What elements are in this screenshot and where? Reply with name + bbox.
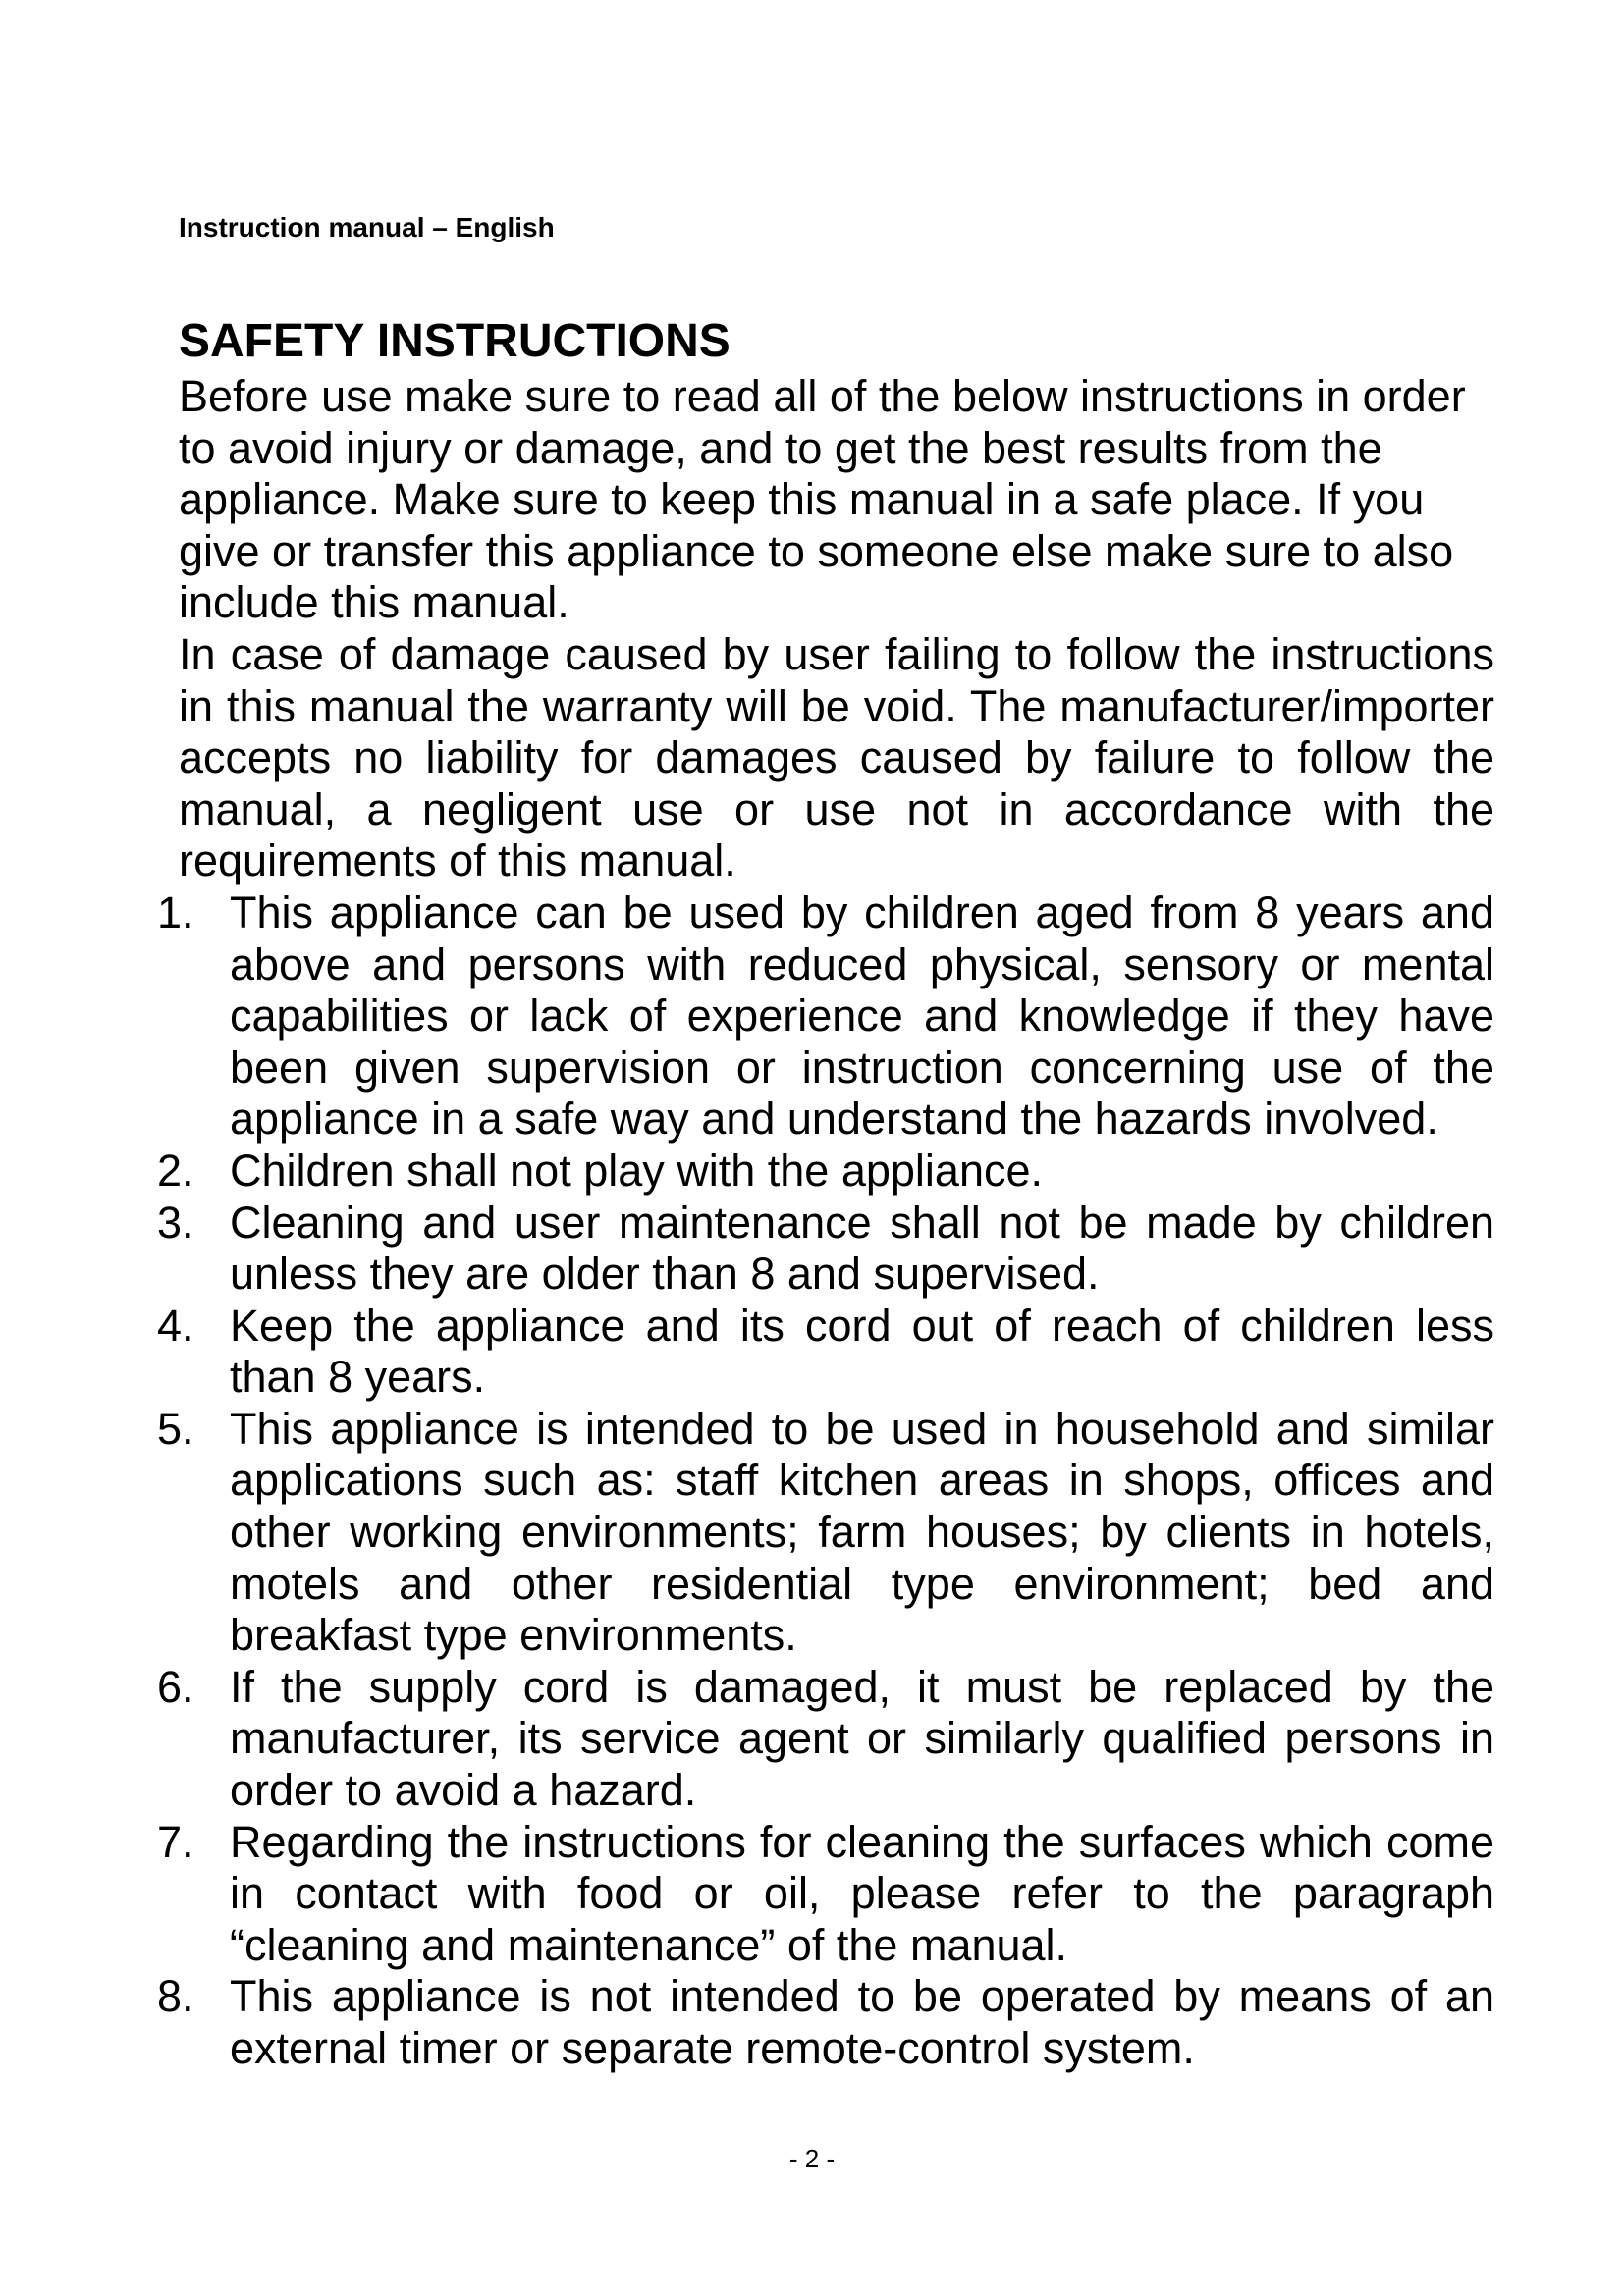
list-item bbox=[157, 1146, 1494, 1198]
list-item-text: Cleaning and user maintenance shall not be made by children unless they are older than 8 and supervised. bbox=[230, 1197, 1494, 1300]
list-item bbox=[157, 887, 1494, 1146]
list-item-text: Keep the appliance and its cord out of reach of children less than 8 years. bbox=[230, 1300, 1494, 1403]
list-item-number: 5. bbox=[157, 1403, 194, 1454]
list-item-number: 4. bbox=[157, 1300, 194, 1351]
safety-list bbox=[157, 887, 1494, 2075]
list-item-number: 1. bbox=[157, 886, 194, 937]
section-title: SAFETY INSTRUCTIONS bbox=[179, 315, 731, 367]
warranty-paragraph: In case of damage caused by user failing to follow the instructions in this manual the warranty will be void. The manufacturer/importer accepts no liability for damages caused by failure to follow the manual, a negligent use or use not in accordance with the requirements of this manual. bbox=[179, 628, 1494, 886]
list-item bbox=[157, 1817, 1494, 1972]
page-number: - 2 - bbox=[788, 2144, 836, 2173]
list-item-text: If the supply cord is damaged, it must be replaced by the manufacturer, its service agent or similarly qualified persons in order to avoid a hazard. bbox=[230, 1661, 1494, 1816]
list-item bbox=[157, 1198, 1494, 1301]
list-item bbox=[157, 1971, 1494, 2074]
list-item-text: Children shall not play with the appliance. bbox=[230, 1145, 1043, 1196]
safety-section bbox=[157, 312, 1494, 2075]
intro-paragraph: Before use make sure to read all of the below instructions in order to avoid injury or damage, and to get the best results from the appliance. Make sure to keep this manual in a safe place. If you give or transfer this appliance to someone else make sure to also include this manual. bbox=[179, 371, 1466, 628]
list-item bbox=[157, 1404, 1494, 1662]
list-item-text: This appliance can be used by children aged from 8 years and above and persons with reduced physical, sensory or mental capabilities or lack of experience and knowledge if they have been given supervision or instruction concerning use of the appliance in a safe way and understand the hazards involved. bbox=[230, 886, 1494, 1145]
list-item-text: This appliance is not intended to be operated by means of an external timer or separate remote-control system. bbox=[230, 1971, 1494, 2073]
list-item bbox=[157, 1662, 1494, 1817]
list-item bbox=[157, 1301, 1494, 1404]
list-item-number: 6. bbox=[157, 1661, 194, 1712]
list-item-number: 7. bbox=[157, 1816, 194, 1867]
list-item-text: Regarding the instructions for cleaning the surfaces which come in contact with food or oil, please refer to the paragraph “cleaning and maintenance” of the manual. bbox=[230, 1816, 1494, 1970]
list-item-number: 3. bbox=[157, 1197, 194, 1248]
running-header: Instruction manual – English bbox=[179, 212, 555, 242]
list-item-text: This appliance is intended to be used in household and similar applications such as: staff kitchen areas in shops, offices and other working environments; farm houses; by clients in hotels, motels and other residential type environment; bed and breakfast type environments. bbox=[230, 1403, 1494, 1661]
list-item-number: 2. bbox=[157, 1145, 194, 1196]
list-item-number: 8. bbox=[157, 1971, 194, 2022]
